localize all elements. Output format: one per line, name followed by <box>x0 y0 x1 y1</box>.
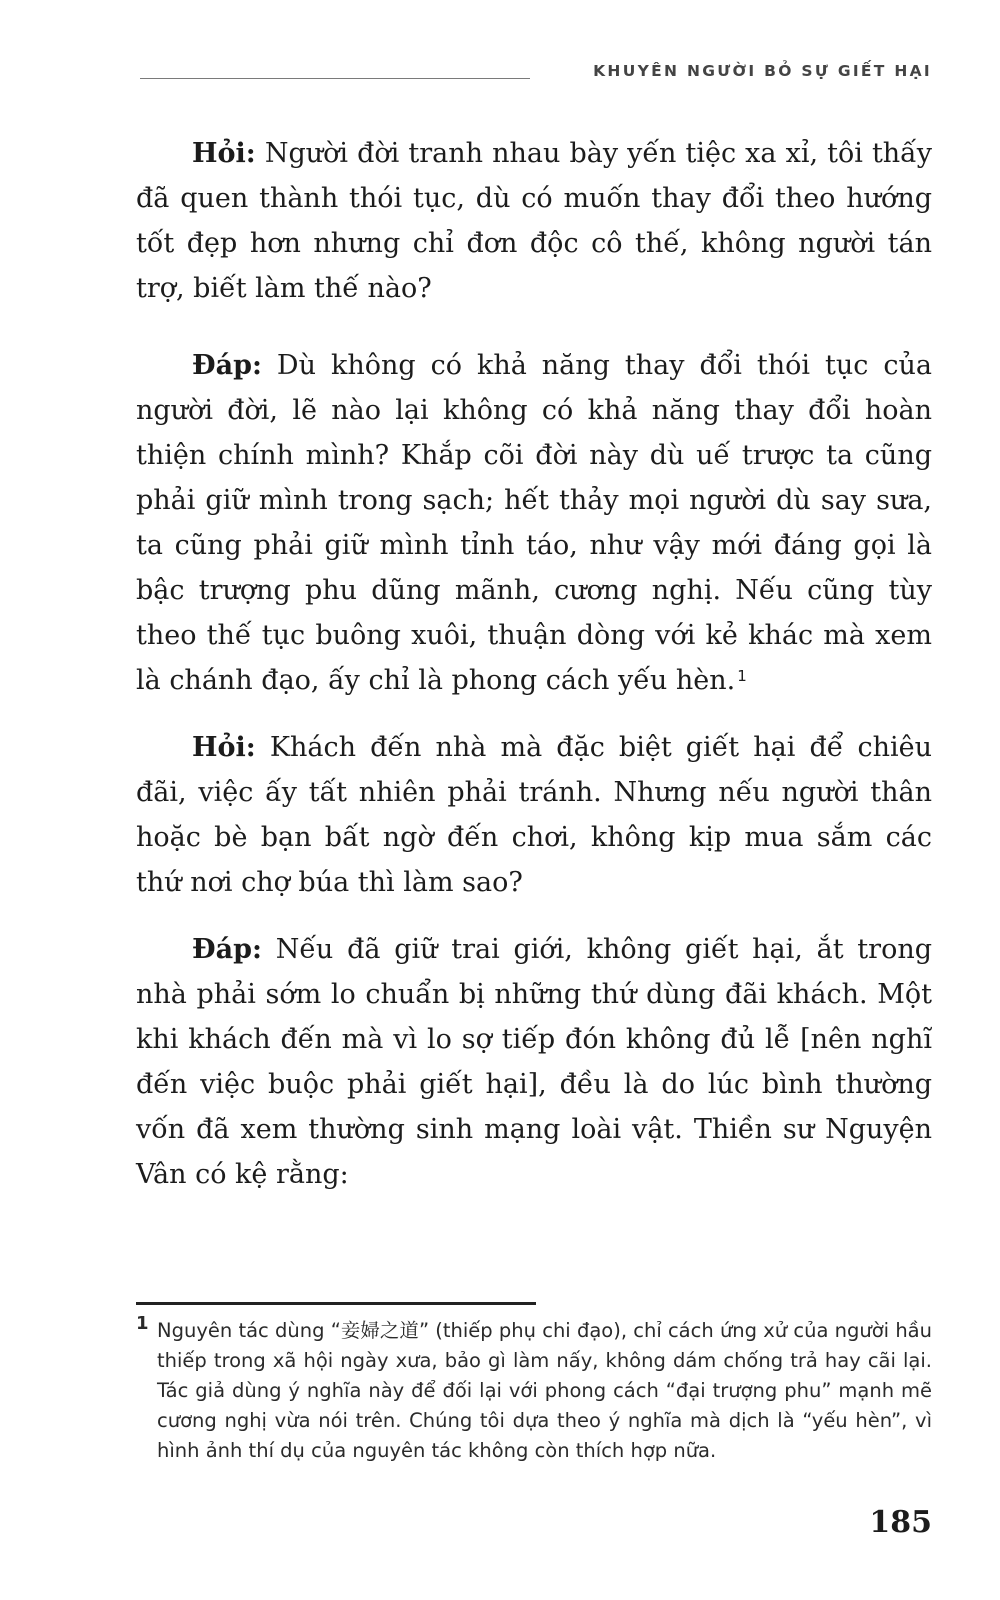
page-number: 185 <box>869 1505 932 1540</box>
paragraph-answer-2 <box>136 927 932 1197</box>
paragraph-text: Dù không có khả năng thay đổi thói tục của người đời, lẽ nào lại không có khả năng thay đổi hoàn thiện chính mình? Khắp cõi đời này dù uế trược ta cũng phải giữ mình trong sạch; hết thảy mọi người dù say sưa, ta cũng phải giữ mình tỉnh táo, như vậy mới đáng gọi là bậc trượng phu dũng mãnh, cương nghị. Nếu cũng tùy theo thế tục buông xuôi, thuận dòng với kẻ khác mà xem là chánh đạo, ấy chỉ là phong cách yếu hèn. <box>136 350 932 696</box>
paragraph-text: Nếu đã giữ trai giới, không giết hại, ắt trong nhà phải sớm lo chuẩn bị những thứ dùng đãi khách. Một khi khách đến mà vì lo sợ tiếp đón không đủ lễ [nên nghĩ đến việc buộc phải giết hại], đều là do lúc bình thường vốn đã xem thường sinh mạng loài vật. Thiền sư Nguyện Vân có kệ rằng: <box>136 934 932 1190</box>
paragraph-text: Khách đến nhà mà đặc biệt giết hại để chiêu đãi, việc ấy tất nhiên phải tránh. Nhưng nếu người thân hoặc bè bạn bất ngờ đến chơi, không kịp mua sắm các thứ nơi chợ búa thì làm sao? <box>136 732 932 898</box>
question-label: Hỏi: <box>192 138 256 169</box>
answer-label: Đáp: <box>192 934 262 965</box>
footnote-divider <box>136 1302 536 1305</box>
paragraph-question-2 <box>136 725 932 905</box>
footnote-text: Nguyên tác dùng “妾婦之道” (thiếp phụ chi đạo), chỉ cách ứng xử của người hầu thiếp trong xã hội ngày xưa, bảo gì làm nấy, không dám chống trả hay cãi lại. Tác giả dùng ý nghĩa này để đối lại với phong cách “đại trượng phu” mạnh mẽ cương nghị vừa nói trên. Chúng tôi dựa theo ý nghĩa mà dịch là “yếu hèn”, vì hình ảnh thí dụ của nguyên tác không còn thích hợp nữa. <box>157 1319 932 1462</box>
question-label: Hỏi: <box>192 732 256 763</box>
running-header <box>140 58 932 90</box>
header-title: KHUYÊN NGƯỜI BỎ SỰ GIẾT HẠI <box>593 62 932 80</box>
header-rule <box>140 78 530 79</box>
answer-label: Đáp: <box>192 350 262 381</box>
body-text <box>136 131 932 1219</box>
footnote-reference[interactable]: 1 <box>737 667 747 685</box>
paragraph-text: Người đời tranh nhau bày yến tiệc xa xỉ, tôi thấy đã quen thành thói tục, dù có muốn thay đổi theo hướng tốt đẹp hơn nhưng chỉ đơn độc cô thế, không người tán trợ, biết làm thế nào? <box>136 138 932 304</box>
footnote <box>136 1313 932 1466</box>
paragraph-answer-1 <box>136 343 932 703</box>
footnote-number: 1 <box>136 1313 149 1334</box>
paragraph-question-1 <box>136 131 932 311</box>
